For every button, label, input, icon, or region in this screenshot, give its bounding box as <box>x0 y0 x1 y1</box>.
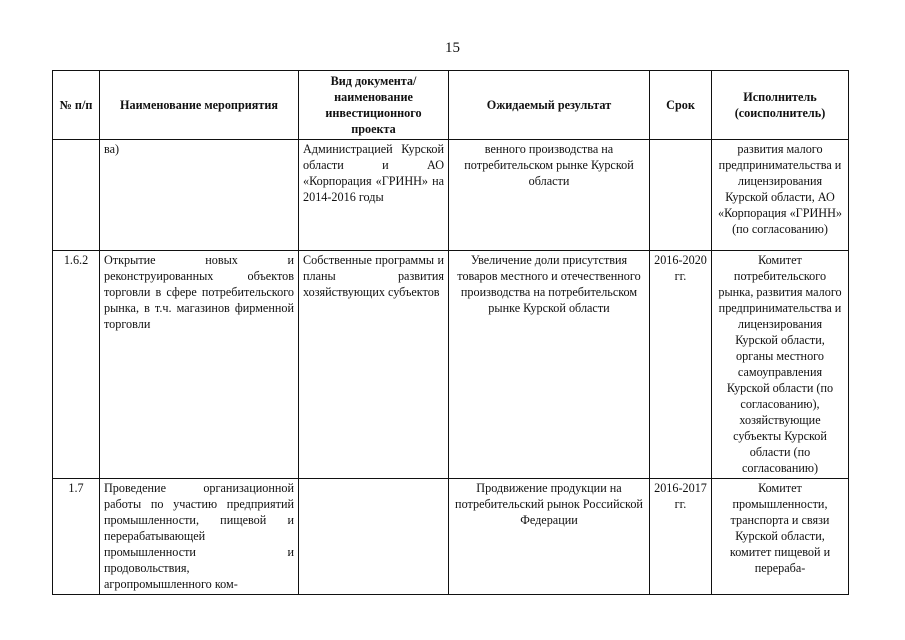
cell-name: ва) <box>100 140 299 251</box>
cell-result: Продвижение продукции на потребительский рынок Российской Федерации <box>449 479 650 595</box>
header-num: № п/п <box>53 71 100 140</box>
page-number: 15 <box>445 40 460 56</box>
table-row <box>53 140 849 251</box>
header-doc: Вид документа/ наименование инвестиционного проекта <box>299 71 449 140</box>
cell-num: 1.7 <box>53 479 100 595</box>
cell-executor: развития малого предпринимательства и лицензирования Курской области, АО «Корпорация «ГРИНН» (по согласованию) <box>712 140 849 251</box>
header-result: Ожидаемый результат <box>449 71 650 140</box>
cell-name: Проведение организационной работы по участию предприятий промышленности, пищевой и перерабатывающей промышленности и продовольствия, агропромышленного ком- <box>100 479 299 595</box>
cell-executor: Комитет потребительского рынка, развития малого предпринимательства и лицензирования Курской области, органы местного самоуправления Курской области (по согласованию), хозяйствующие субъекты Курской области (по согласованию) <box>712 251 849 479</box>
cell-doc <box>299 479 449 595</box>
table-row <box>53 479 849 595</box>
table-row <box>53 251 849 479</box>
cell-executor: Комитет промышленности, транспорта и связи Курской области, комитет пищевой и перераба- <box>712 479 849 595</box>
cell-num <box>53 140 100 251</box>
cell-result: Увеличение доли присутствия товаров местного и отечественного производства на потребительском рынке Курской области <box>449 251 650 479</box>
header-executor: Исполнитель (соисполнитель) <box>712 71 849 140</box>
cell-doc: Собственные программы и планы развития хозяйствующих субъектов <box>299 251 449 479</box>
header-term: Срок <box>650 71 712 140</box>
cell-term <box>650 140 712 251</box>
header-name: Наименование мероприятия <box>100 71 299 140</box>
activities-table <box>52 70 849 595</box>
cell-term: 2016-2020 гг. <box>650 251 712 479</box>
cell-doc: Администрацией Курской области и АО «Корпорация «ГРИНН» на 2014-2016 годы <box>299 140 449 251</box>
cell-name: Открытие новых и реконструированных объектов торговли в сфере потребительского рынка, в т.ч. магазинов фирменной торговли <box>100 251 299 479</box>
cell-num: 1.6.2 <box>53 251 100 479</box>
cell-term: 2016-2017 гг. <box>650 479 712 595</box>
cell-result: венного производства на потребительском рынке Курской области <box>449 140 650 251</box>
table-header-row <box>53 71 849 140</box>
